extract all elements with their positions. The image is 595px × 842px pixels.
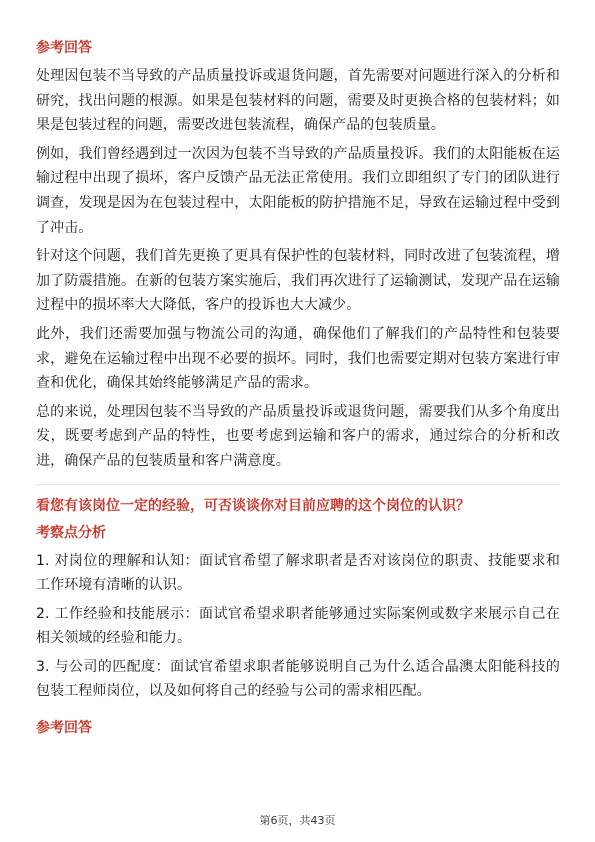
answer-paragraph-3: 针对这个问题，我们首先更换了更具有保护性的包装材料，同时改进了包装流程，增加了防震措施。在新的包装方案实施后，我们再次进行了运输测试，发现产品在运输过程中的损坏率大大降低，客户的投诉也大大减少。: [36, 248, 560, 314]
answer-paragraph-4: 此外，我们还需要加强与物流公司的沟通，确保他们了解我们的产品特性和包装要求，避免在运输过程中出现不必要的损坏。同时，我们也需要定期对包装方案进行审查和优化，确保其始终能够满足产品的需求。: [36, 325, 560, 392]
reference-answer-heading: 参考回答: [36, 40, 92, 56]
analysis-point-2: 2. 工作经验和技能展示：面试官希望求职者能够通过实际案例或数字来展示自己在相关领域的经验和能力。: [36, 605, 560, 647]
answer-paragraph-1: 处理因包装不当导致的产品质量投诉或退货问题，首先需要对问题进行深入的分析和研究，找出问题的根源。如果是包装材料的问题，需要及时更换合格的包装材料；如果是包装过程的问题，需要改进包装流程，确保产品的包装质量。: [36, 68, 560, 134]
page-number: 第6页，共43页: [259, 814, 336, 827]
section-divider: [36, 484, 560, 485]
analysis-point-3: 3. 与公司的匹配度：面试官希望求职者能够说明自己为什么适合晶澳太阳能科技的包装工程师岗位，以及如何将自己的经验与公司的需求相匹配。: [36, 658, 560, 700]
reference-answer-heading-2: 参考回答: [36, 720, 92, 737]
analysis-point-1: 1. 对岗位的理解和认知：面试官希望了解求职者是否对该岗位的职责、技能要求和工作环境有清晰的认识。: [36, 552, 560, 594]
answer-paragraph-5: 总的来说，处理因包装不当导致的产品质量投诉或退货问题，需要我们从多个角度出发，既要考虑到产品的特性，也要考虑到运输和客户的需求，通过综合的分析和改进，确保产品的包装质量和客户满意度。: [36, 403, 560, 469]
analysis-heading: 考察点分析: [36, 524, 106, 541]
page-content: [36, 38, 560, 744]
answer-paragraph-2: 例如，我们曾经遇到过一次因为包装不当导致的产品质量投诉。我们的太阳能板在运输过程中出现了损坏，客户反馈产品无法正常使用。我们立即组织了专门的团队进行调查，发现是因为在包装过程中，太阳能板的防护措施不足，导致在运输过程中受到了冲击。: [36, 145, 560, 236]
interview-question: 看您有该岗位一定的经验，可否谈谈你对目前应聘的这个岗位的认识？: [36, 497, 470, 514]
